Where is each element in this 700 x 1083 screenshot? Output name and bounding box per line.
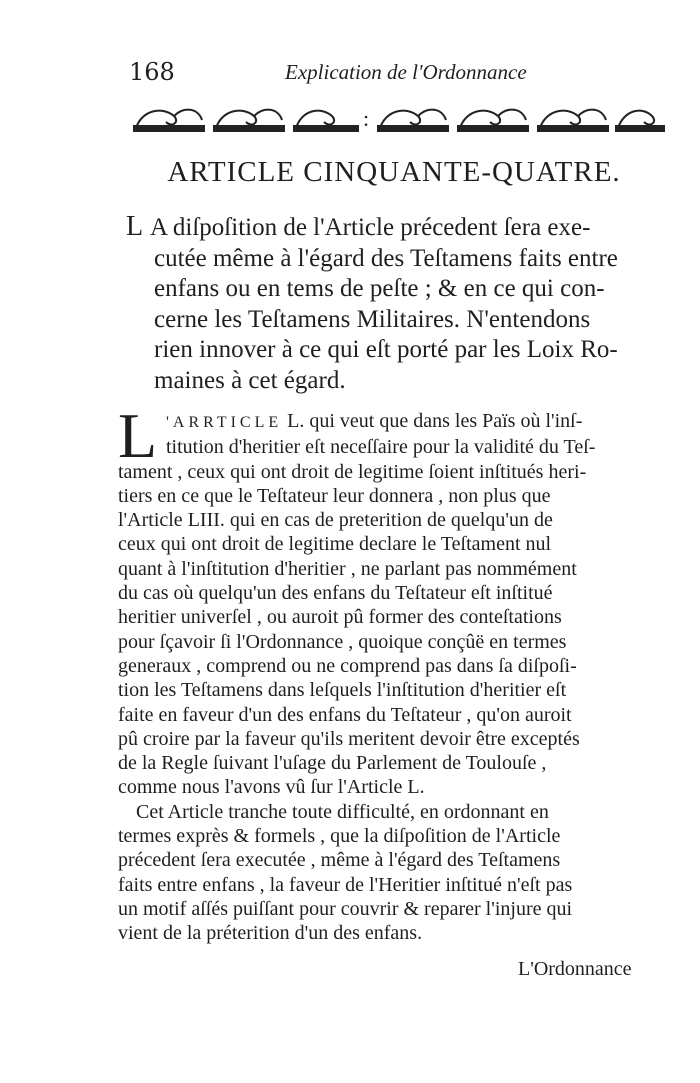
commentary-line: de la Regle ſuivant l'uſage du Parlement de Toulouſe , bbox=[118, 752, 547, 775]
article-line: enfans ou en tems de peſte ; & en ce qui con- bbox=[154, 275, 605, 302]
commentary-line: l'Article LIII. qui en cas de preterition de quelqu'un de bbox=[118, 509, 553, 532]
article-initial: L bbox=[126, 211, 146, 242]
commentary-line: du cas où quelqu'un des enfans du Teſtateur eſt inſtitué bbox=[118, 582, 553, 605]
scroll-ornament-icon bbox=[616, 111, 664, 131]
decorative-headpiece bbox=[132, 100, 666, 134]
ornament-separator: : bbox=[363, 106, 370, 131]
scroll-ornament-icon bbox=[214, 110, 284, 131]
article-line: rien innover à ce qui eſt porté par les Loix Ro- bbox=[154, 336, 618, 363]
commentary bbox=[118, 409, 648, 946]
scroll-ornament-icon bbox=[294, 111, 358, 131]
article-text bbox=[126, 212, 674, 396]
commentary-line: précedent ſera executée , même à l'égard des Teſtamens bbox=[118, 849, 561, 872]
page-number: 168 bbox=[129, 58, 175, 86]
running-title: Explication de l'Ordonnance bbox=[285, 60, 527, 84]
scroll-ornament-icon bbox=[134, 110, 204, 131]
commentary-line: quant à l'inſtitution d'heritier , ne parlant pas nommément bbox=[118, 557, 577, 580]
commentary-line: termes exprès & formels , que la diſpoſition de l'Article bbox=[118, 825, 561, 848]
running-head bbox=[125, 58, 645, 92]
commentary-line: faits entre enfans , la faveur de l'Heritier inſtitué n'eſt pas bbox=[118, 873, 573, 896]
commentary-first-word: 'ARRTICLE bbox=[166, 414, 283, 431]
commentary-line: tament , ceux qui ont droit de legitime ſoient inſtitués heri- bbox=[118, 460, 587, 483]
commentary-line: tiers en ce que le Teſtateur leur donnera , non plus que bbox=[118, 484, 551, 507]
commentary-line: titution d'heritier eſt neceſſaire pour la validité du Teſ- bbox=[166, 436, 596, 459]
commentary-line: pour ſçavoir ſi l'Ordonnance , quoique conçûë en termes bbox=[118, 630, 567, 653]
article-line: cutée même à l'égard des Teſtamens faits entre bbox=[154, 244, 618, 272]
drop-cap: L bbox=[118, 400, 158, 471]
commentary-line: tion les Teſtamens dans leſquels l'inſtitution d'heritier eſt bbox=[118, 679, 567, 702]
commentary-line: Cet Article tranche toute difficulté, en ordonnant en bbox=[136, 800, 549, 823]
article-line: maines à cet égard. bbox=[154, 366, 346, 394]
commentary-line: 'ARRTICLE L. qui veut que dans les Païs où l'inſ- bbox=[166, 410, 583, 432]
commentary-line: comme nous l'avons vû ſur l'Article L. bbox=[118, 776, 425, 799]
scroll-ornament-icon bbox=[378, 110, 448, 131]
article-title: ARTICLE CINQUANTE-QUATRE. bbox=[167, 156, 621, 188]
commentary-line: vient de la préterition d'un des enfans. bbox=[118, 922, 423, 945]
article-line: L A diſpoſition de l'Article précedent ſera exe- bbox=[126, 211, 591, 242]
commentary-line: pû croire par la faveur qu'ils meritent devoir être exceptés bbox=[118, 727, 580, 750]
commentary-line: heritier univerſel , ou auroit pû former des conteſtations bbox=[118, 606, 562, 629]
commentary-line: faite en faveur d'un des enfans du Teſtateur , qu'on auroit bbox=[118, 703, 572, 726]
scroll-ornament-icon bbox=[458, 110, 528, 131]
commentary-line: un motif aſſés puiſſant pour couvrir & reparer l'injure qui bbox=[118, 897, 573, 920]
commentary-line: generaux , comprend ou ne comprend pas dans ſa diſpoſi- bbox=[118, 654, 577, 677]
catchword: L'Ordonnance bbox=[518, 958, 632, 980]
commentary-line: ceux qui ont droit de legitime declare le Teſtament nul bbox=[118, 533, 552, 556]
article-line: cerne les Teſtamens Militaires. N'entendons bbox=[154, 305, 591, 333]
scroll-ornament-icon bbox=[538, 110, 608, 131]
